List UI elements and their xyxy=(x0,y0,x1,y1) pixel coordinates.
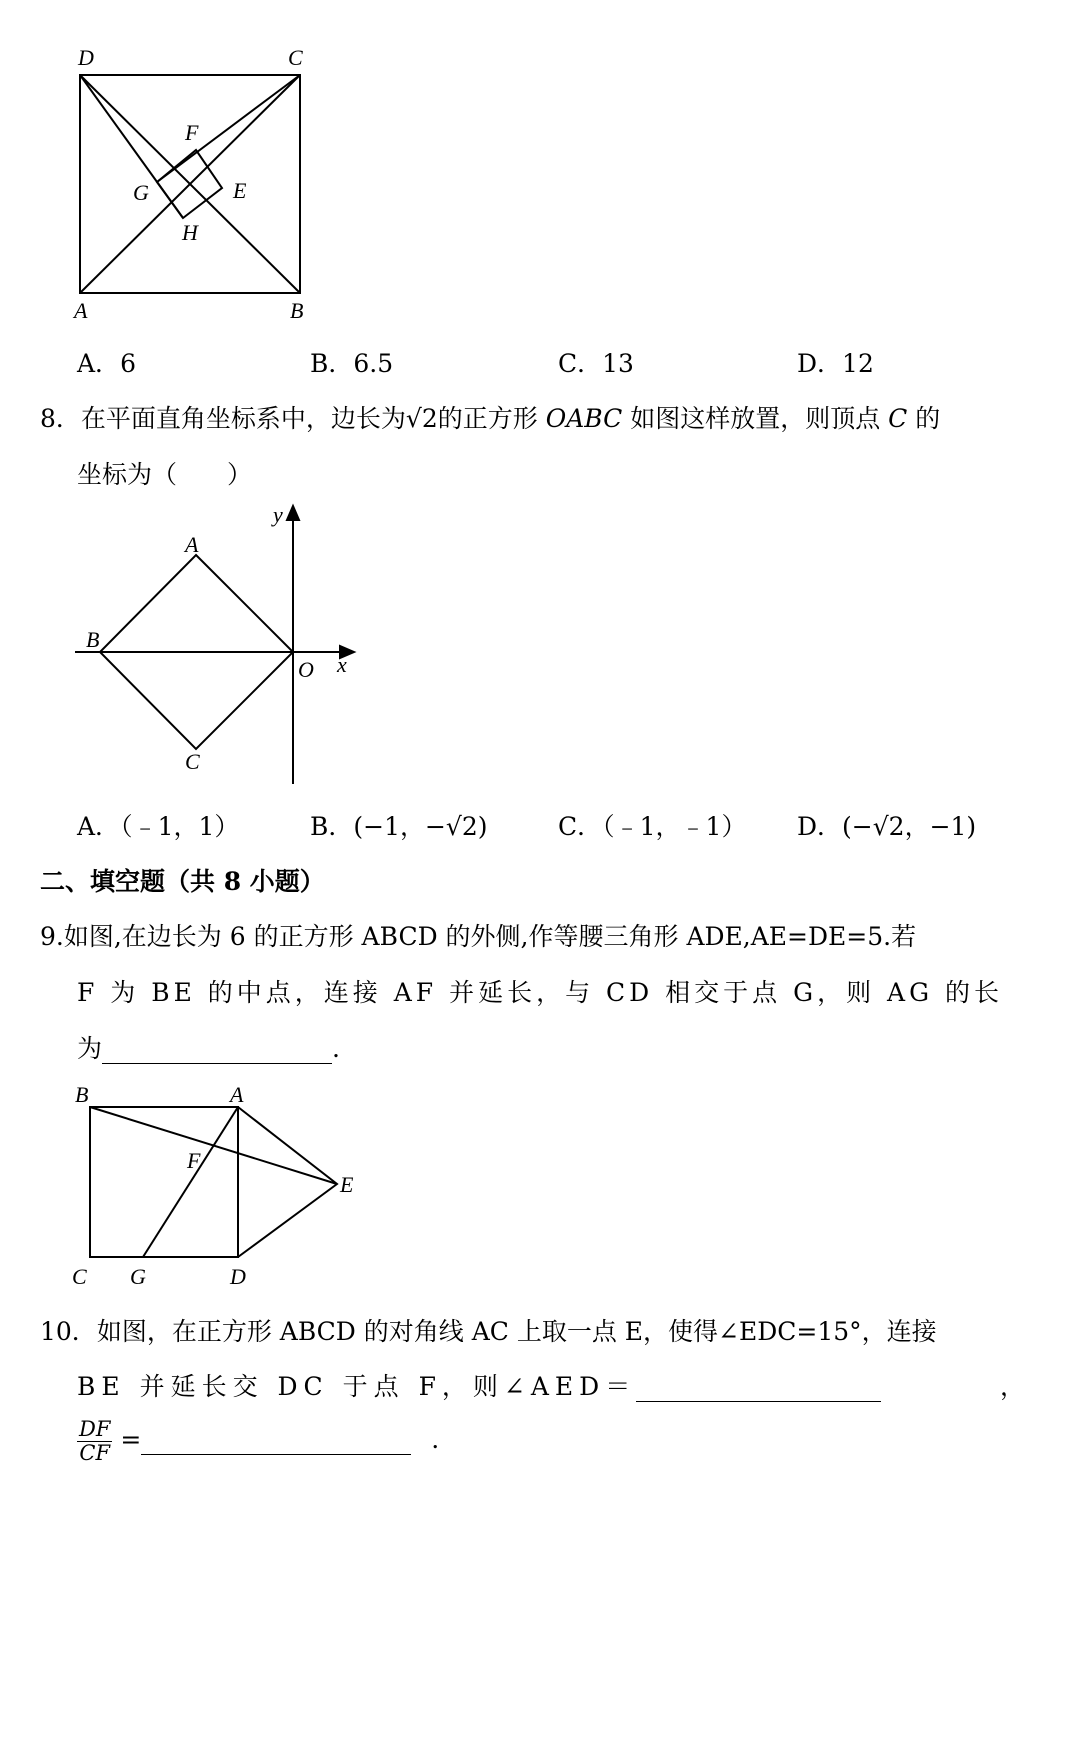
label-E: E xyxy=(340,1172,354,1197)
q7-option-a: A．6 xyxy=(77,349,136,378)
q8-option-d: D．(−√2，−1) xyxy=(797,812,977,841)
q10-ratio-blank[interactable] xyxy=(141,1425,411,1455)
q7-option-d: D．12 xyxy=(797,349,874,378)
q8-stem-line1: 8．在平面直角坐标系中，边长为√2的正方形 OABC 如图这样放置，则顶点 C 的 xyxy=(40,404,941,433)
q10-fraction: $\frac{DF}{CF}$ xyxy=(79,1417,111,1466)
q10-stem-line3: $\frac{DF}{CF}$ = . xyxy=(79,1417,440,1466)
label-O: O xyxy=(298,657,314,682)
section-title: 二、填空题（共 8 小题） xyxy=(40,867,325,896)
label-A: A xyxy=(185,532,199,557)
q8-option-c: C．（﹣1，﹣1） xyxy=(558,812,747,841)
q9-stem-line2: F 为 BE 的中点，连接 AF 并延长，与 CD 相交于点 G，则 AG 的长 xyxy=(77,978,1004,1007)
label-y: y xyxy=(273,502,283,527)
q7-option-b: B．6.5 xyxy=(310,349,394,378)
label-F: F xyxy=(187,1148,201,1173)
label-B: B xyxy=(290,298,304,323)
q10-comma: ， xyxy=(1000,1372,1026,1401)
figure-q8-coordinate xyxy=(60,500,360,790)
label-G: G xyxy=(130,1264,146,1289)
label-C: C xyxy=(288,45,303,70)
label-D: D xyxy=(230,1264,246,1289)
q8-option-a: A．（﹣1，1） xyxy=(77,812,240,841)
label-F: F xyxy=(185,120,199,145)
q9-answer-blank[interactable] xyxy=(102,1034,332,1064)
figure-q7-square xyxy=(55,38,315,323)
q9-stem-line3: 为 . xyxy=(77,1034,340,1063)
label-E: E xyxy=(233,178,247,203)
q9-stem-line1: 9.如图,在边长为 6 的正方形 ABCD 的外侧,作等腰三角形 ADE,AE=DE=5.若 xyxy=(40,922,917,951)
label-B: B xyxy=(75,1082,89,1107)
q10-angle-blank[interactable] xyxy=(636,1372,881,1402)
label-H: H xyxy=(182,220,198,245)
q8-stem-line2: 坐标为（ ） xyxy=(77,460,253,489)
q10-stem-line2: BE 并延长交 DC 于点 F，则∠AED＝ xyxy=(77,1367,881,1403)
label-D: D xyxy=(78,45,94,70)
label-A: A xyxy=(74,298,88,323)
q10-stem-line1: 10．如图，在正方形 ABCD 的对角线 AC 上取一点 E，使得∠EDC=15°，连接 xyxy=(40,1317,937,1346)
q7-option-c: C．13 xyxy=(558,349,634,378)
label-B: B xyxy=(86,627,100,652)
q8-option-b: B．(−1，−√2) xyxy=(310,812,488,841)
label-G: G xyxy=(133,180,149,205)
label-x: x xyxy=(337,652,347,677)
label-A: A xyxy=(230,1082,244,1107)
label-C: C xyxy=(72,1264,87,1289)
figure-q9-square xyxy=(60,1075,370,1295)
label-C: C xyxy=(185,749,200,774)
